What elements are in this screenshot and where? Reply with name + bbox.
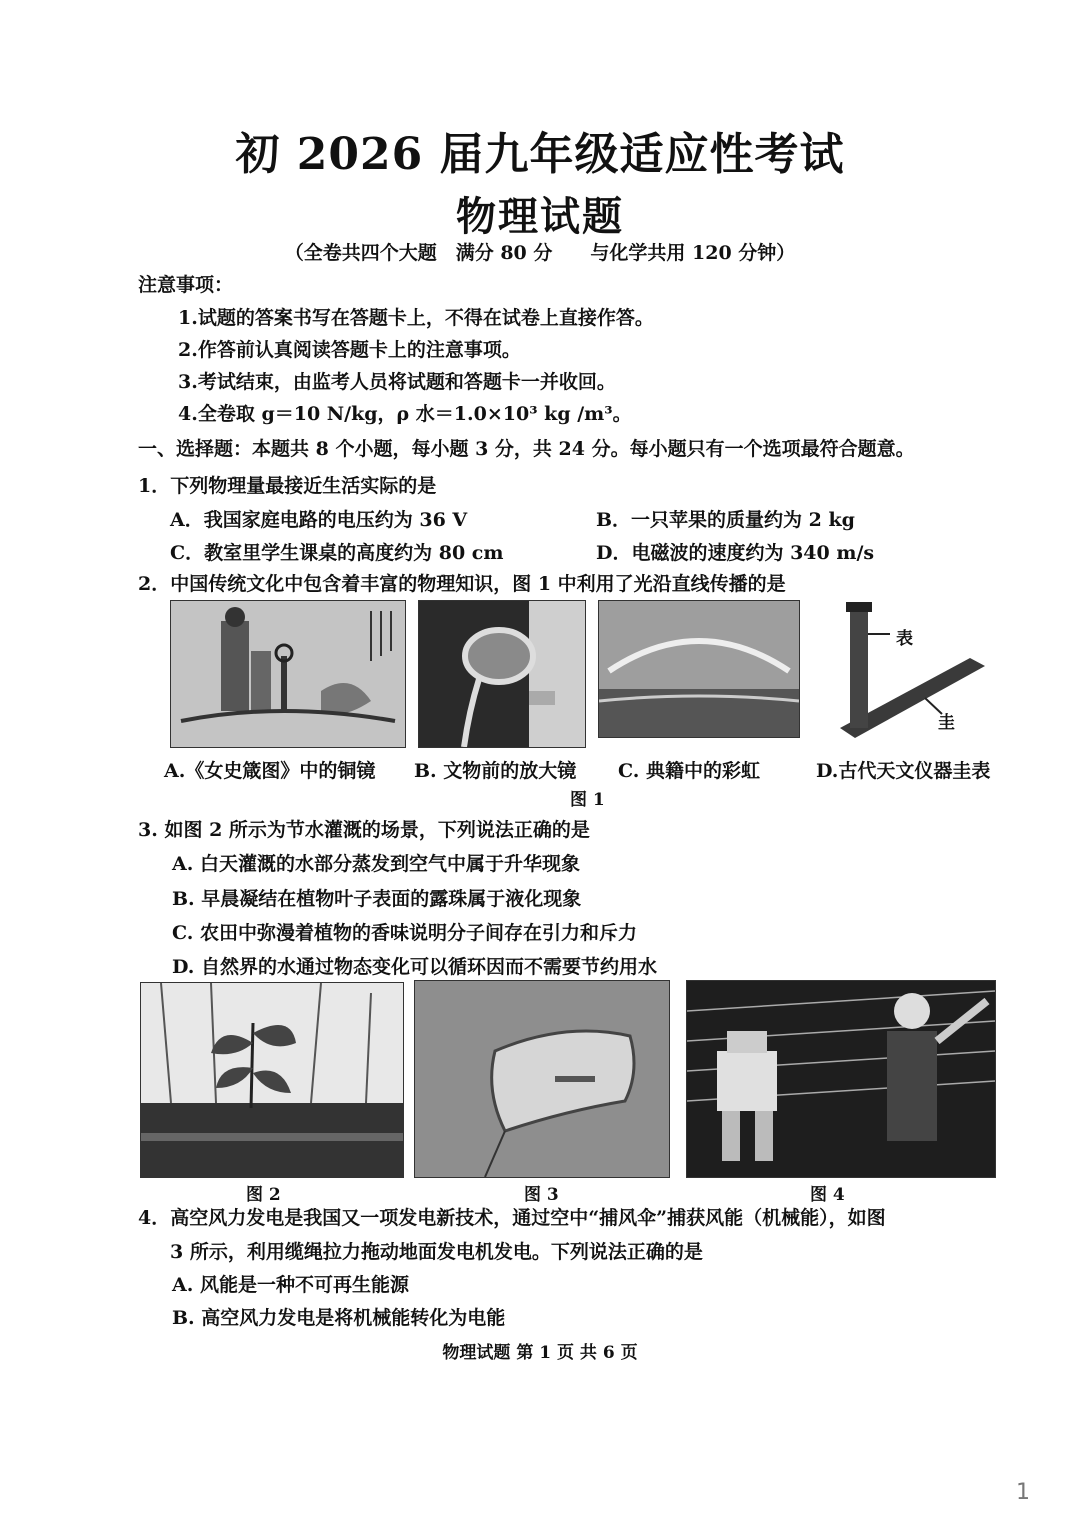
label-biao: 表 bbox=[896, 629, 913, 649]
question-1-stem: 1．下列物理量最接近生活实际的是 bbox=[138, 475, 437, 497]
subject-title: 物理试题 bbox=[456, 193, 624, 240]
question-3-option-d: D. 自然界的水通过物态变化可以循环因而不需要节约用水 bbox=[172, 956, 658, 978]
page-number: 1 bbox=[1016, 1480, 1030, 1505]
question-1-option-b: B．一只苹果的质量约为 2 kg bbox=[596, 509, 855, 531]
question-2-option-c: C. 典籍中的彩虹 bbox=[618, 760, 761, 782]
question-4-option-b: B. 高空风力发电是将机械能转化为电能 bbox=[172, 1307, 506, 1329]
question-1-option-a: A．我国家庭电路的电压约为 36 V bbox=[170, 509, 468, 531]
label-gui: 圭 bbox=[938, 713, 955, 733]
figure-4-label: 图 4 bbox=[810, 1185, 845, 1205]
question-4-stem-line2: 3 所示，利用缆绳拉力拖动地面发电机发电。下列说法正确的是 bbox=[170, 1241, 703, 1263]
question-2-stem: 2．中国传统文化中包含着丰富的物理知识，图 1 中利用了光沿直线传播的是 bbox=[138, 573, 786, 595]
question-3-stem: 3. 如图 2 所示为节水灌溉的场景，下列说法正确的是 bbox=[138, 819, 590, 841]
figure-4-robot bbox=[686, 980, 996, 1178]
question-3-option-c: C. 农田中弥漫着植物的香味说明分子间存在引力和斥力 bbox=[172, 922, 638, 944]
figure-2-irrigation bbox=[140, 982, 404, 1178]
figure-1b-magnifier bbox=[418, 600, 586, 748]
note-item-1: 1.试题的答案书写在答题卡上，不得在试卷上直接作答。 bbox=[178, 307, 654, 329]
question-2-option-a: A.《女史箴图》中的铜镜 bbox=[164, 760, 376, 782]
question-1-option-c: C．教室里学生课桌的高度约为 80 cm bbox=[170, 542, 504, 564]
figure-1a-painting bbox=[170, 600, 406, 748]
question-4-option-a: A. 风能是一种不可再生能源 bbox=[172, 1274, 409, 1296]
exam-title: 初 2026 届九年级适应性考试 bbox=[235, 129, 845, 180]
question-2-option-d: D.古代天文仪器圭表 bbox=[816, 760, 991, 782]
note-item-3: 3.考试结束，由监考人员将试题和答题卡一并收回。 bbox=[178, 371, 616, 393]
note-item-4: 4.全卷取 g＝10 N/kg，ρ 水＝1.0×10³ kg /m³。 bbox=[178, 403, 632, 425]
figure-1c-rainbow bbox=[598, 600, 800, 738]
figure-1d-gnomon bbox=[820, 598, 1010, 744]
question-2-option-b: B. 文物前的放大镜 bbox=[414, 760, 577, 782]
figure-3-label: 图 3 bbox=[524, 1185, 559, 1205]
note-item-2: 2.作答前认真阅读答题卡上的注意事项。 bbox=[178, 339, 521, 361]
page-footer: 物理试题 第 1 页 共 6 页 bbox=[442, 1343, 638, 1363]
figure-3-wind-kite bbox=[414, 980, 670, 1178]
question-3-option-b: B. 早晨凝结在植物叶子表面的露珠属于液化现象 bbox=[172, 888, 582, 910]
question-3-option-a: A. 白天灌溉的水部分蒸发到空气中属于升华现象 bbox=[172, 853, 580, 875]
question-4-stem-line1: 4．高空风力发电是我国又一项发电新技术，通过空中“捕风伞”捕获风能（机械能），如图 bbox=[138, 1207, 886, 1229]
figure-1-label: 图 1 bbox=[570, 790, 605, 810]
question-1-option-d: D．电磁波的速度约为 340 m/s bbox=[596, 542, 875, 564]
notes-heading: 注意事项： bbox=[138, 274, 234, 296]
figure-2-label: 图 2 bbox=[246, 1185, 281, 1205]
exam-subtitle: （全卷共四个大题 满分 80 分 与化学共用 120 分钟） bbox=[284, 242, 796, 264]
section-heading: 一、选择题：本题共 8 个小题，每小题 3 分，共 24 分。每小题只有一个选项最符合题意。 bbox=[138, 438, 915, 460]
